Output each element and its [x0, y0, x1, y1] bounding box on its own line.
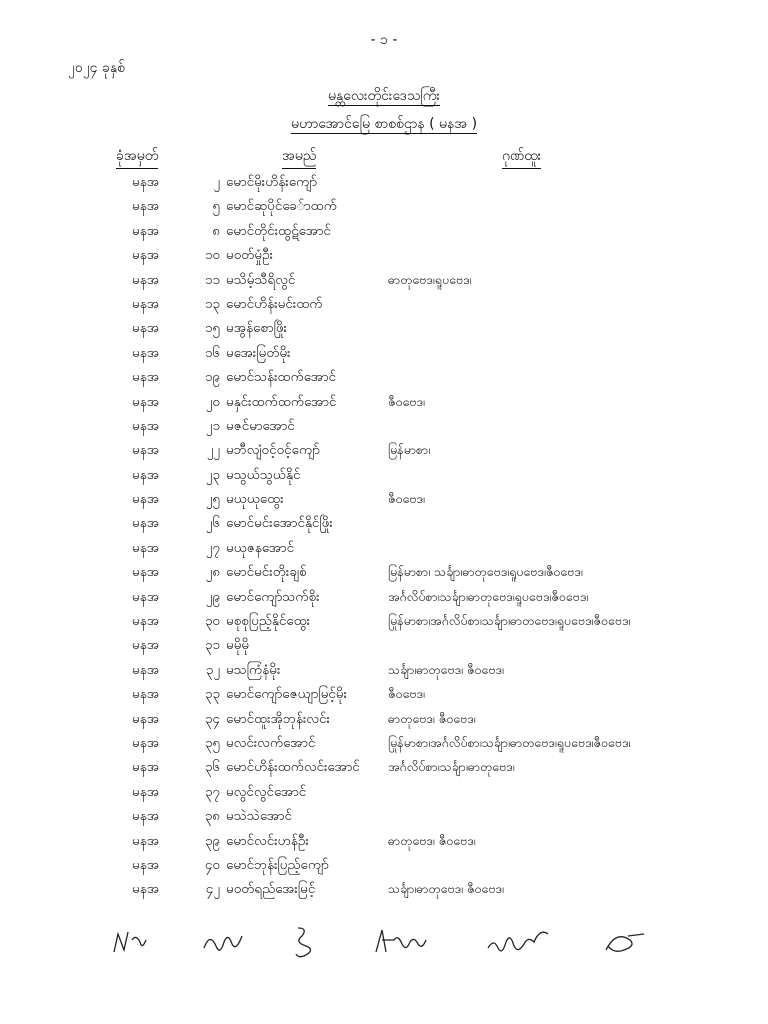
row-student-name: မမိုမို [226, 637, 250, 654]
result-row [0, 172, 768, 196]
result-row [0, 270, 768, 294]
row-distinction: အင်္ဂလိပ်စာ၊သင်္ချာ၊ဓာတုဗေဒ၊ [388, 759, 515, 775]
row-distinction: သင်္ချာ၊ဓာတုဗေဒ၊ ဇီဝဗေဒ၊ [388, 881, 504, 897]
row-center-code: မနအ [132, 247, 160, 264]
row-roll-number: ၃၇ [204, 783, 220, 800]
signature-1 [110, 922, 150, 962]
row-center-code: မနအ [132, 808, 160, 825]
row-roll-number: ၅ [212, 198, 220, 215]
result-row [0, 513, 768, 537]
row-distinction: ဓာတုဗေဒ၊ ဇီဝဗေဒ၊ [388, 710, 476, 726]
row-center-code: မနအ [132, 295, 160, 312]
row-center-code: မနအ [132, 539, 160, 556]
row-center-code: မနအ [132, 393, 160, 410]
result-row [0, 562, 768, 586]
row-center-code: မနအ [132, 222, 160, 239]
row-roll-number: ၂၈ [205, 564, 220, 581]
row-student-name: မသဲသဲအောင် [226, 808, 293, 825]
signature-4 [372, 922, 430, 962]
row-center-code: မနအ [132, 759, 160, 776]
row-center-code: မနအ [132, 881, 160, 898]
row-roll-number: ၁၀ [204, 247, 220, 264]
result-row [0, 196, 768, 220]
row-roll-number: ၄၀ [204, 856, 220, 873]
result-row [0, 635, 768, 659]
row-student-name: မောင်မင်းတိုးချစ် [226, 564, 307, 581]
row-distinction: သင်္ချာ၊ဓာတုဗေဒ၊ ဇီဝဗေဒ၊ [388, 661, 504, 677]
result-row [0, 831, 768, 855]
row-student-name: မသိမ့်သီရိလွင် [226, 271, 296, 288]
row-roll-number: ၂ [213, 174, 220, 190]
row-student-name: မယုယုထွေး [226, 491, 284, 508]
results-list [0, 172, 768, 904]
row-distinction: ဇီဝဗေဒ၊ [388, 686, 425, 702]
row-student-name: မအွန်စောဖြိုး [226, 320, 287, 337]
row-roll-number: ၃၁ [204, 637, 220, 654]
result-row [0, 684, 768, 708]
result-row [0, 392, 768, 416]
region-title-text: မန္တလေးတိုင်းဒေသကြီး [328, 88, 440, 104]
row-center-code: မနအ [132, 515, 160, 532]
row-student-name: မအေးမြတ်မိုး [226, 344, 291, 361]
row-roll-number: ၁၆ [204, 344, 220, 361]
region-title [0, 86, 768, 107]
row-center-code: မနအ [132, 564, 160, 581]
row-student-name: မလွင်လွင်အောင် [226, 783, 307, 800]
row-center-code: မနအ [132, 442, 160, 459]
result-row [0, 489, 768, 513]
row-center-code: မနအ [132, 734, 160, 751]
row-student-name: မဝတ်ရည်အေးမြင့် [226, 881, 316, 898]
row-center-code: မနအ [132, 613, 160, 630]
row-center-code: မနအ [132, 588, 160, 605]
row-center-code: မနအ [132, 369, 160, 386]
page-number: - ၁ - [370, 32, 398, 48]
exam-center-title-text: မဟာအောင်မြေ စာစစ်ဌာန ( မနအ ) [290, 116, 478, 132]
result-row [0, 782, 768, 806]
row-student-name: မောင်ဟိန်းမင်းထက် [226, 295, 323, 312]
row-distinction: အင်္ဂလိပ်စာ၊သင်္ချာ၊ဓာတုဗေဒ၊ရူပဗေဒ၊ဇီဝဗေဒ၊ [388, 588, 589, 604]
result-row [0, 343, 768, 367]
row-center-code: မနအ [132, 417, 160, 434]
row-roll-number: ၃၂ [205, 661, 220, 678]
row-roll-number: ၂၀ [205, 393, 220, 410]
signature-2 [200, 922, 250, 962]
row-roll-number: ၁၃ [204, 295, 220, 312]
result-row [0, 660, 768, 684]
result-row [0, 879, 768, 903]
row-roll-number: ၃၄ [204, 710, 220, 727]
row-center-code: မနအ [132, 198, 160, 215]
row-roll-number: ၃၃ [204, 686, 220, 703]
row-center-code: မနအ [132, 686, 160, 703]
year-label: ၂၀၂၄ ခုနှစ် [68, 60, 125, 76]
row-student-name: မောင်ဆုပိုင်ခေ်ာထက် [226, 198, 337, 215]
result-row [0, 709, 768, 733]
row-student-name: မောင်မိုးဟိန်းကျော် [226, 174, 318, 190]
row-roll-number: ၁၉ [204, 369, 220, 386]
result-row [0, 465, 768, 489]
row-student-name: မောင်တိုင်းထွဋ်အောင် [226, 222, 331, 239]
row-student-name: မယုဇနအောင် [226, 539, 295, 556]
row-roll-number: ၈ [212, 222, 220, 239]
header-distinction: ဂုဏ်ထူး [502, 146, 541, 169]
result-row [0, 757, 768, 781]
row-student-name: မောင်ကျော်ဇေယျာမြင့်မိုး [226, 686, 348, 703]
row-center-code: မနအ [132, 832, 160, 849]
row-student-name: မနှင်းထက်ထက်အောင် [226, 393, 337, 410]
row-roll-number: ၂၅ [205, 491, 220, 508]
signature-3 [290, 922, 320, 962]
row-student-name: မသကြံနံမိုး [226, 661, 281, 678]
row-student-name: မောင်ဘုန်းပြည့်ကျော် [226, 856, 329, 873]
signatures [100, 922, 680, 982]
row-roll-number: ၂၂ [206, 442, 220, 459]
column-headers [0, 146, 768, 166]
signature-6 [600, 922, 650, 962]
header-name: အမည် [282, 146, 316, 169]
row-center-code: မနအ [132, 856, 160, 873]
row-roll-number: ၁၅ [204, 320, 220, 337]
row-roll-number: ၂၉ [205, 588, 220, 605]
exam-center-title [0, 114, 768, 135]
result-row [0, 221, 768, 245]
row-distinction: မြန်မာစာ၊အင်္ဂလိပ်စာ၊သင်္ချာ၊ဓာတုဗေဒ၊ရူပဗေဒ၊ဇီဝဗေဒ၊ [388, 734, 631, 750]
row-student-name: မလင်းလက်အောင် [226, 734, 316, 751]
row-roll-number: ၂၁ [205, 417, 220, 434]
row-roll-number: ၂၇ [205, 539, 220, 556]
result-row [0, 245, 768, 269]
result-row [0, 294, 768, 318]
row-distinction: ဇီဝဗေဒ၊ [388, 491, 425, 507]
row-student-name: မဇင်မာအောင် [226, 417, 295, 434]
header-roll-number: ခုံအမှတ် [116, 146, 158, 169]
row-student-name: မစုစုပြည့်နိုင်ထွေး [226, 613, 311, 630]
row-roll-number: ၂၃ [205, 466, 220, 483]
row-student-name: မဝတ်မှုံဦး [226, 247, 274, 264]
result-row [0, 318, 768, 342]
row-student-name: မောင်သန်းထက်အောင် [226, 369, 337, 386]
result-row [0, 587, 768, 611]
row-center-code: မနအ [132, 344, 160, 361]
row-student-name: မောင်လင်းဟန်ဦး [226, 832, 309, 849]
row-center-code: မနအ [132, 661, 160, 678]
result-row [0, 416, 768, 440]
row-roll-number: ၂၆ [205, 515, 220, 532]
row-roll-number: ၃၈ [204, 808, 220, 825]
row-roll-number: ၃၀ [204, 613, 220, 630]
signature-5 [484, 922, 554, 962]
result-row [0, 611, 768, 635]
row-center-code: မနအ [132, 466, 160, 483]
row-student-name: မဘီလျံဝင့်ဝင့်ကျော် [226, 442, 320, 459]
row-distinction: ဓာတုဗေဒ၊ ဇီဝဗေဒ၊ [388, 832, 476, 848]
row-distinction: မြန်မာစာ၊အင်္ဂလိပ်စာ၊သင်္ချာ၊ဓာတုဗေဒ၊ရူပဗေဒ၊ဇီဝဗေဒ၊ [388, 613, 631, 629]
result-row [0, 440, 768, 464]
row-student-name: မောင်မင်းအောင်နိုင်ဖြိုး [226, 515, 333, 532]
row-center-code: မနအ [132, 320, 160, 337]
row-student-name: မသွယ်သွယ်နိုင် [226, 466, 301, 483]
row-roll-number: ၄၂ [205, 881, 220, 898]
result-row [0, 855, 768, 879]
row-roll-number: ၃၉ [204, 832, 220, 849]
row-roll-number: ၁၁ [204, 271, 220, 288]
row-distinction: ဇီဝဗေဒ၊ [388, 393, 425, 409]
row-student-name: မောင်ကျော်သက်စိုး [226, 588, 320, 605]
row-student-name: မောင်ထူးအိုဘုန်းလင်း [226, 710, 330, 727]
row-distinction: မြန်မာစာ၊ [388, 442, 431, 458]
row-roll-number: ၃၅ [204, 734, 220, 751]
result-row [0, 806, 768, 830]
result-row [0, 538, 768, 562]
row-center-code: မနအ [132, 491, 160, 508]
row-center-code: မနအ [132, 271, 160, 288]
row-distinction: ဓာတုဗေဒ၊ရူပဗေဒ၊ [388, 271, 472, 287]
result-row [0, 733, 768, 757]
row-center-code: မနအ [132, 637, 160, 654]
result-row [0, 367, 768, 391]
row-distinction: မြန်မာစာ၊ သင်္ချာ၊ဓာတုဗေဒ၊ရူပဗေဒ၊ဇီဝဗေဒ၊ [388, 564, 583, 580]
row-center-code: မနအ [132, 783, 160, 800]
row-roll-number: ၃၆ [204, 759, 220, 776]
row-center-code: မနအ [132, 174, 160, 190]
row-center-code: မနအ [132, 710, 160, 727]
row-student-name: မောင်ဟိန်းထက်လင်းအောင် [226, 759, 360, 776]
